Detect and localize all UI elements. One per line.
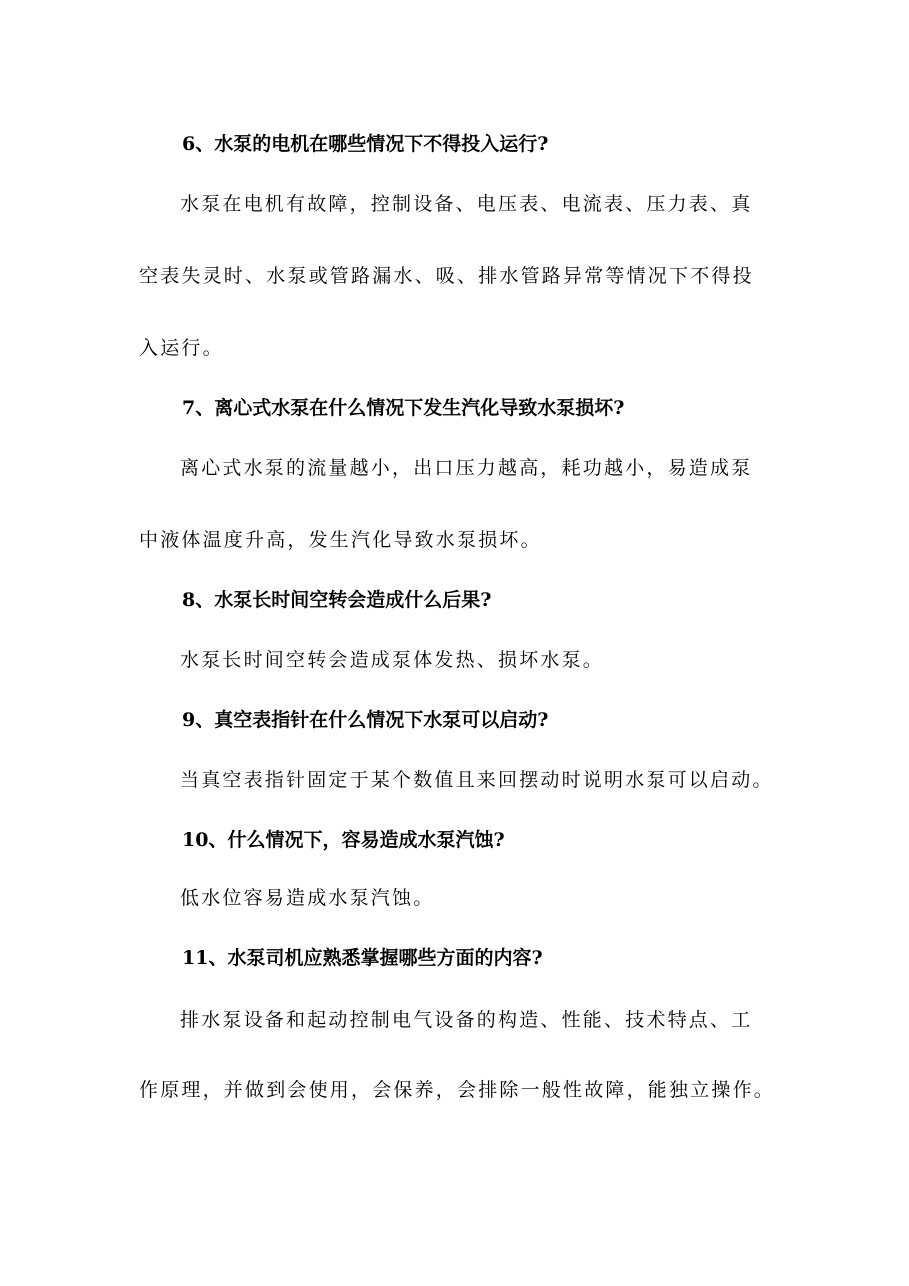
answer-6-line-3: 入运行。 xyxy=(139,337,224,359)
question-6: 6、水泵的电机在哪些情况下不得投入运行? xyxy=(182,133,549,155)
question-11: 11、水泵司机应熟悉掌握哪些方面的内容? xyxy=(182,947,543,969)
answer-8-line-1: 水泵长时间空转会造成泵体发热、损坏水泵。 xyxy=(180,649,605,671)
answer-6-line-2: 空表失灵时、水泵或管路漏水、吸、排水管路异常等情况下不得投 xyxy=(139,265,754,287)
answer-10-line-1: 低水位容易造成水泵汽蚀。 xyxy=(180,887,435,909)
answer-6-line-1: 水泵在电机有故障，控制设备、电压表、电流表、压力表、真 xyxy=(180,193,753,215)
question-8: 8、水泵长时间空转会造成什么后果? xyxy=(182,589,492,611)
question-10: 10、什么情况下，容易造成水泵汽蚀? xyxy=(182,829,505,851)
answer-7-line-2: 中液体温度升高，发生汽化导致水泵损坏。 xyxy=(139,529,542,551)
answer-11-line-1: 排水泵设备和起动控制电气设备的构造、性能、技术特点、工 xyxy=(180,1009,753,1031)
answer-7-line-1: 离心式水泵的流量越小，出口压力越高，耗功越小，易造成泵 xyxy=(180,457,753,479)
question-7: 7、离心式水泵在什么情况下发生汽化导致水泵损坏? xyxy=(182,397,625,419)
question-9: 9、真空表指针在什么情况下水泵可以启动? xyxy=(182,709,549,731)
answer-9-line-1: 当真空表指针固定于某个数值且来回摆动时说明水泵可以启动。 xyxy=(180,769,774,791)
answer-11-line-2: 作原理，并做到会使用，会保养，会排除一般性故障，能独立操作。 xyxy=(139,1079,776,1101)
